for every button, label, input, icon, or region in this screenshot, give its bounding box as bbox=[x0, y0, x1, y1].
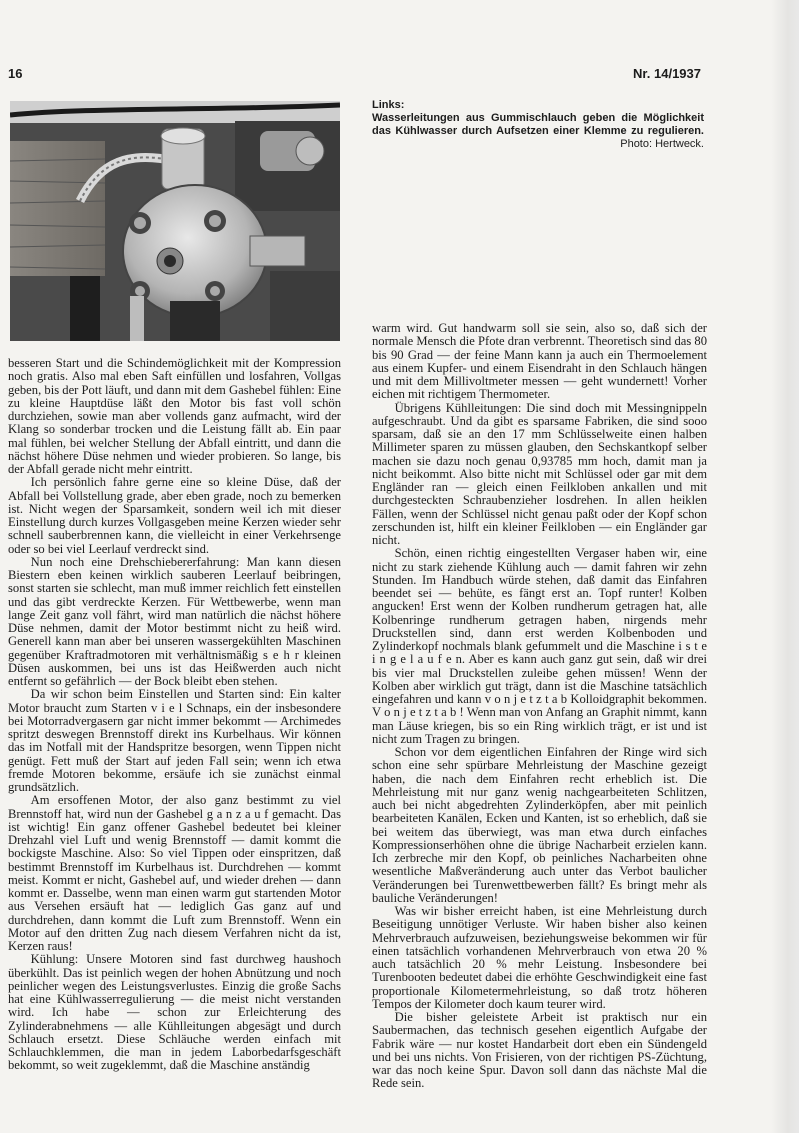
issue-number: Nr. 14/1937 bbox=[633, 66, 701, 81]
engine-cylinder-illustration bbox=[10, 101, 340, 341]
paragraph: Schon vor dem eigentlichen Einfahren der Ringe wird sich schon eine sehr spürbare Mehrleistung der Maschine gezeigt haben, die nach dem Einfahren recht erheblich ist. Die Mehrleistung mit nur ganz wenig nachgearbeiteten Schlitzen, auch bei nicht abgedrehten Zylinderköpfen, aber mit peinlich bearbeiteten Kanälen, Ecken und Kanten, ist so erheblich, daß sie bei weitem das überwiegt, was man etwa durch einfaches Kompressionserhöhen ohne die übrige Nacharbeit erzielen kann. Ich zerbreche mir den Kopf, ob peinliches Nacharbeiten ohne wesentliche Maßveränderung auch unter das Verbot baulicher Veränderungen bei Turenwettbewerben fällt? Es bringt mehr als bauliche Veränderungen! bbox=[372, 745, 707, 905]
page-number: 16 bbox=[8, 66, 23, 81]
left-column bbox=[8, 357, 341, 1073]
paragraph: warm wird. Gut handwarm soll sie sein, also so, daß sich der normale Mensch die Pfote dran verbrennt. Theoretisch sind das 80 bis 90 Grad — der feine Mann kann ja auch ein Thermoelement aus einem Kupfer- und einem Eisendraht in den Schlauch hängen und mit dem Millivoltmeter messen — geht wundernett! Vorher eichen mit richtigem Thermometer. bbox=[372, 321, 707, 402]
binding-shadow bbox=[771, 0, 799, 1133]
caption-label: Links: bbox=[372, 99, 405, 111]
paragraph: Die bisher geleistete Arbeit ist praktisch nur ein Saubermachen, das technisch gesehen eigentlich Aufgabe der Fabrik wäre — nur kostet Handarbeit dort eben ein Sündengeld und bei uns nichts. Von Frisieren, von der richtigen PS-Züchtung, war das noch keine Spur. Davon soll dann das nächste Mal die Rede sein. bbox=[372, 1010, 707, 1091]
paragraph: Ich persönlich fahre gerne eine so kleine Düse, daß der Abfall bei Vollstellung grade, aber eben grade, noch zu bemerken ist. Nicht wegen der Sparsamkeit, sondern weil ich mit dieser Einstellung durch kurzes Vollgasgeben meine Kerzen wieder sehr schnell sauberbrennen kann, die vielleicht in einer Verkehrsenge oder so bei viel Leerlauf verdreckt sind. bbox=[8, 475, 341, 556]
engine-photo bbox=[10, 101, 340, 341]
photo-caption bbox=[372, 99, 704, 151]
paragraph: Nun noch eine Drehschiebererfahrung: Man kann diesen Biestern eben keinen wirklich sauberen Leerlauf beibringen, sonst starten sie schlecht, man muß immer reichlich fett einstellen und das gibt verdreckte Kerzen. Für Wettbewerbe, wenn man lange Zeit ganz voll fährt, wird man natürlich die nächst höhere Düse nehmen, damit der Motor bestimmt nicht zu heiß wird. Generell kann man aber bei unseren wassergekühlten Maschinen gegenüber Kraftradmotoren mit verhältnismäßig s e h r kleinen Düsen auskommen, bei uns ist das Heißwerden auch nicht entfernt so gefährlich — der Bock bleibt eben stehen. bbox=[8, 554, 341, 688]
paragraph: Übrigens Kühlleitungen: Die sind doch mit Messingnippeln aufgeschraubt. Und da gibt es sparsame Fabriken, die sind sooo sparsam, daß sie an den 17 mm Schlüsselweite einen halben Millimeter sparen zu müssen glauben, den Sechskantkopf selber machen sie dazu noch genau 0,93785 mm hoch, damit man ja nicht beikommt. Also bitte nicht mit Schlüssel oder gar mit dem Engländer ran — gleich einen Feilkloben ankallen und mit durchgesteckten Schraubenzieher losdrehen. In allen heiklen Fällen, wenn der Schlüssel nicht genau paßt oder der Kopf schon zerschunden ist, hilft ein kleiner Feilkloben — ein Engländer gar nicht. bbox=[372, 400, 707, 547]
photo-credit: Photo: Hertweck. bbox=[620, 138, 704, 150]
paragraph: besseren Start und die Schindemöglichkeit mit der Kompression noch gratis. Also mal eben Saft einfüllen und losfahren, Vollgas geben, bis der Pott läuft, und dann mit dem Gashebel fühlen: Eine zu kleine Hauptdüse läßt den Motor bis fast voll schön durchziehen, sowie man aber vollends ganz aufmacht, wird der Klang so sonderbar trocken und die Leistung fällt ab. Ein paar mal fühlen, bei welcher Stellung der Abfall eintritt, und dann die nächst höhere Düse nehmen und wieder probieren. So lange, bis der Abfall gerade nicht mehr eintritt. bbox=[8, 356, 341, 476]
paragraph: Kühlung: Unsere Motoren sind fast durchweg haushoch überkühlt. Das ist peinlich wegen der hohen Abnützung und noch peinlicher wegen des Leistungsverlustes. Einzig die große Sachs hat eine Kühlwasserregulierung — die meist nicht verstanden wird. Ich habe — schon zur Erleichterung des Zylinderabnehmens — alle Kühlleitungen abgesägt und durch Schlauch ersetzt. Diese Schläuche werden einfach mit Schlauchklemmen, die man in jedem Laborbedarfsgeschäft bekommt, so weit zugeklemmt, daß die Maschine anständig bbox=[8, 952, 341, 1073]
paragraph: Da wir schon beim Einstellen und Starten sind: Ein kalter Motor braucht zum Starten v i e l Schnaps, ein der insbesondere bei Motorradvergasern gar nicht immer bekommt — Archimedes spritzt deswegen Brennstoff direkt ins Kurbelhaus. Wir können das im Notfall mit der Handspritze besorgen, wenn Tippen nicht genügt. Fett muß der Start auf jeden Fall sein; wenn ich etwa fremde Motoren bekomme, ersäufe ich sie zunächst einmal grundsätzlich. bbox=[8, 687, 341, 794]
paragraph: Was wir bisher erreicht haben, ist eine Mehrleistung durch Beseitigung unnötiger Verluste. Wir haben bisher also keinen Mehrverbrauch aufzuweisen, beziehungsweise bekommen wir für einen tatsächlich vorhandenen Mehrverbrauch von etwa 20 % auch tatsächlich 20 % mehr Leistung. Insbesondere bei Turenbooten bedeutet dabei die erhöhte Geschwindigkeit eine fast proportionale Kilometermehrleistung, so daß trotz höheren Tempos der Kilometer doch kaum teurer wird. bbox=[372, 904, 707, 1011]
caption-text: Wasserleitungen aus Gummischlauch geben die Möglichkeit das Kühlwasser durch Aufsetzen einer Klemme zu regulieren. bbox=[372, 112, 704, 137]
right-column bbox=[372, 322, 707, 1091]
paragraph: Schön, einen richtig eingestellten Vergaser haben wir, eine nicht zu stark ziehende Kühlung auch — damit fahren wir zehn Stunden. Im Handbuch würde stehen, daß damit das Einfahren beendet sei — behüte, es fängt erst an. Topf runter! Kolben angucken! Erst wenn der Kolben rundherum getragen hat, alle Kolbenringe rundherum getragen haben, nirgends mehr Druckstellen sind, dann erst werden Kolbenboden und Zylinderkopf nochmals blank gefummelt und die Maschine i s t e i n g e l a u f e n. Aber es kann auch ganz gut sein, daß wir drei bis vier mal Druckstellen zuleibe gehen müssen! Wenn der Kolben aber wirklich gut trägt, dann ist die Maschine tatsächlich eingefahren und kann v o n j e t z t a b Kolloidgraphit bekommen. V o n j e t z t a b ! Wenn man von Anfang an Graphit nimmt, kann man Läuse kriegen, bis so ein Ring wirklich trägt, er ist und ist nicht zum Tragen zu bringen. bbox=[372, 546, 707, 746]
paragraph: Am ersoffenen Motor, der also ganz bestimmt zu viel Brennstoff hat, wird nun der Gashebel g a n z a u f gemacht. Das ist wichtig! Ein ganz offener Gashebel bedeutet bei kleiner Drehzahl viel Luft und wenig Brennstoff — damit kommt die bockigste Maschine. Also: So viel Tippen oder einspritzen, daß bestimmt Brennstoff im Kurbelhaus ist. Durchdrehen — kommt meist. Kommt er nicht, Gashebel auf, und wieder drehen — dann kommt er. Dasselbe, wenn man einen warm gut startenden Motor aus Versehen ersäuft hat — lediglich Gas ganz auf und durchdrehen, dann kommt die Luft zum Brennstoff. Wenn ein Motor auf den dritten Zug nach diesem Verfahren nicht da ist, Kerzen raus! bbox=[8, 793, 341, 953]
